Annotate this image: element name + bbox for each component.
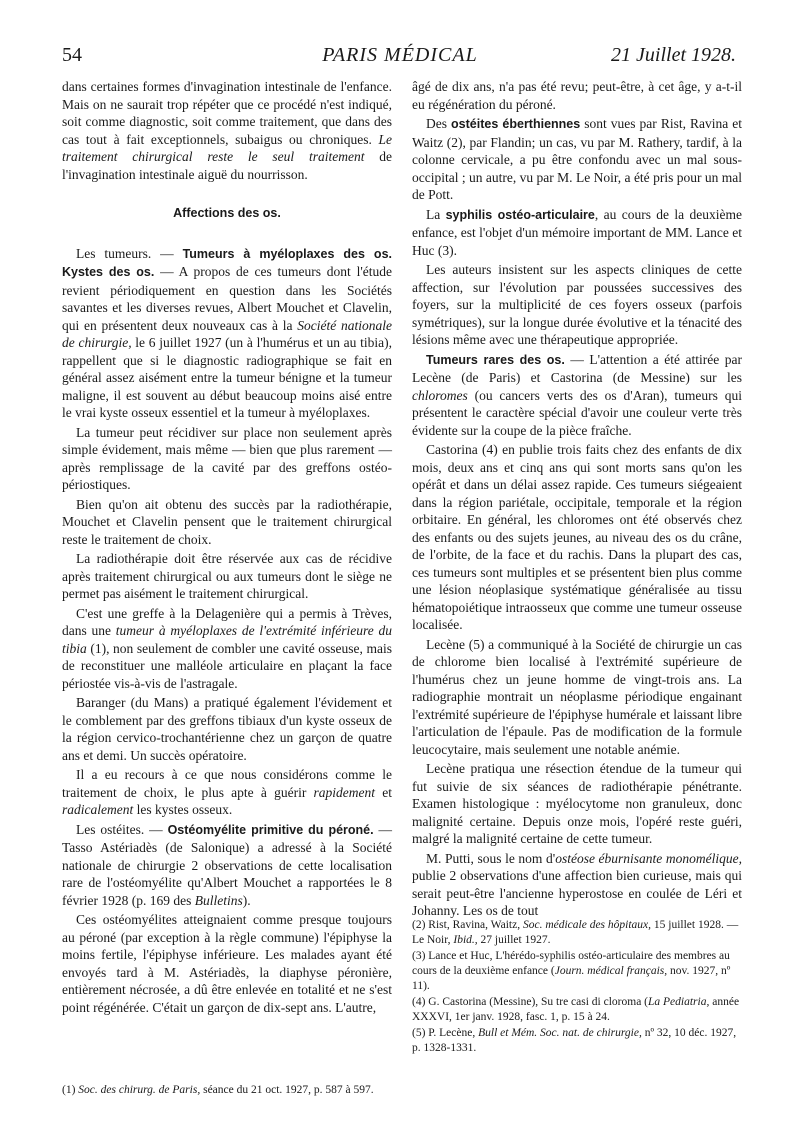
- paragraph: Des ostéites éberthiennes sont vues par Rist, Ravina et Waitz (2), par Flandin; un cas, vu par M. Rathery, tardif, à la colonne cervicale, a pu être confondu avec un mal sous-occipital ; un autre, vu par M. Le Noir, a été pris pour un mal de Pott.: [412, 116, 742, 202]
- section-heading: Affections des os.: [173, 206, 281, 220]
- footnote: (5) P. Lecène, Bull et Mém. Soc. nat. de chirurgie, nº 32, 10 déc. 1927, p. 1328-1331.: [412, 1027, 737, 1054]
- paragraph: Lecène (5) a communiqué à la Société de chirurgie un cas de chlorome bien localisé à l'extrémité supérieure de l'humérus chez un jeune homme de vingt-trois ans. La radiographie montrait un néoplasme périodique engainant l'extrémité supérieure de l'épiphyse humérale et laissant libre l'articulation de l'épaule. Pas de modification de la formule leucocytaire, mais seulement une notable anémie.: [412, 636, 742, 757]
- journal-title: PARIS MÉDICAL: [322, 44, 478, 66]
- paragraph: âgé de dix ans, n'a pas été revu; peut-être, à cet âge, y a-t-il eu régénération du péroné.: [412, 79, 742, 112]
- paragraph: dans certaines formes d'invagination intestinale de l'enfance. Mais on ne saurait trop répéter que ce procédé n'est indiqué, soit comme diagnostic, soit comme traitement, que dans des cas tout à fait exceptionnels, subaigus ou chroniques. Le traitement chirurgical reste le seul traitement de l'invagination intestinale aiguë du nourrisson.: [62, 79, 393, 182]
- paragraph: Ces ostéomyélites atteignaient comme presque toujours au péroné (par exception à la règle commune) l'épiphyse la moins fertile, l'épiphyse inférieure. Les malades ayant été envoyés tard à M. Astériadès, la diaphyse péronière, entièrement nécrosée, a dû être enlevée en totalité et ne s'est point régénérée. C'était un garçon de dix-sept ans. L'autre,: [62, 912, 392, 1015]
- paragraph: Les auteurs insistent sur les aspects cliniques de cette affection, sur l'évolution par poussées successives des foyers, sur la multiplicité de ces foyers osseux (parfois symétriques), sur la longue durée évolutive et la ténacité des lésions même avec une thérapeutique appropriée.: [412, 262, 742, 347]
- paragraph: La radiothérapie doit être réservée aux cas de récidive après traitement chirurgical ou aux tumeurs dont le siège ne permet pas aisément le traitement chirurgical.: [62, 551, 392, 601]
- footnote: (4) G. Castorina (Messine), Su tre casi di cloroma (La Pediatria, année XXXVI, 1er janv. 1928, fasc. 1, p. 15 à 24.: [412, 996, 740, 1023]
- paragraph: Baranger (du Mans) a pratiqué également l'évidement et le comblement par des greffons tibiaux d'un kyste osseux de la région cervico-trochantérienne chez un garçon de quatre ans et demi. Un succès opératoire.: [62, 695, 392, 763]
- paragraph: La tumeur peut récidiver sur place non seulement après simple évidement, mais même — bien que plus rarement — après remplissage de la cavité par des greffons ostéo-périostiques.: [62, 424, 392, 492]
- footnote: (3) Lance et Huc, L'hérédo-syphilis ostéo-articulaire des membres au cours de la deuxième enfance (Journ. médical français, nov. 1927, nº 11).: [412, 950, 731, 992]
- paragraph: Les tumeurs. — Tumeurs à myéloplaxes des os. Kystes des os. — A propos de ces tumeurs dont l'étude revient périodiquement en question dans les Sociétés savantes et les diverses revues, Albert Mouchet et Clavelin, qui en présentent deux nouveaux cas à la Société nationale de chirurgie, le 6 juillet 1927 (un à l'humérus et un au tibia), rappellent que si le diagnostic radiographique se fait en général assez aisément entre la tumeur bénigne et la tumeur maligne, il est souvent au début beaucoup moins aisé entre le vrai kyste osseux essentiel et la tumeur à myéloplaxes.: [62, 245, 392, 420]
- paragraph: M. Putti, sous le nom d'ostéose éburnisante monomélique, publie 2 observations d'une affection bien curieuse, mais qui serait peut-être l'ancienne hyperostose en coulée de Léri et Johanny. Les os de tout: [412, 850, 742, 918]
- paragraph: Il a eu recours à ce que nous considérons comme le traitement de choix, le plus apte à guérir rapidement et radicalement les kystes osseux.: [62, 767, 392, 817]
- paragraph: Lecène pratiqua une résection étendue de la tumeur qui fut suivie de six séances de radiothérapie pénétrante. Examen histologique : myélocytome non granuleux, donc malignité certaine. Depuis onze mois, l'opéré reste guéri, malgré la malignité certaine de cette tumeur.: [412, 761, 742, 846]
- footnotes-right: [412, 918, 742, 1057]
- paragraph: La syphilis ostéo-articulaire, au cours de la deuxième enfance, est l'objet d'un mémoire important de MM. Lance et Huc (3).: [412, 206, 742, 258]
- footnote: (2) Rist, Ravina, Waitz, Soc. médicale des hôpitaux, 15 juillet 1928. — Le Noir, Ibid., 27 juillet 1927.: [412, 919, 739, 946]
- paragraph: Tumeurs rares des os. — L'attention a été attirée par Lecène (de Paris) et Castorina (de Messine) sur les chloromes (ou cancers verts des os d'Aran), tumeurs qui présentent le caractère spécial d'avoir une couleur verte très évidente sur la coupe de la pièce fraîche.: [412, 351, 742, 438]
- left-column: [62, 78, 392, 1016]
- paragraph: Castorina (4) en publie trois faits chez des enfants de dix mois, deux ans et cinq ans qui sont morts sans qu'on les opérât et dans un délai assez rapide. Ces tumeurs siégeaient dans la région pariétale, occipitale, temporale et la région orbitaire. En général, les chloromes ont été observés chez des enfants ou des sujets jeunes, au niveau des os du crâne, de l'orbite, de la face et du rachis. Dans la plupart des cas, ces tumeurs sont multiples et se présentent bien plus comme une lésion néoplasique systématique généralisée au tissu hématopoiétique intraosseux que comme une tumeur osseuse localisée.: [412, 442, 742, 632]
- footnote: (1) Soc. des chirurg. de Paris, séance du 21 oct. 1927, p. 587 à 597.: [62, 1084, 374, 1096]
- footnotes-left: [62, 1083, 392, 1099]
- issue-date: 21 Juillet 1928.: [611, 44, 736, 66]
- page-number: 54: [62, 44, 82, 66]
- paragraph: Bien qu'on ait obtenu des succès par la radiothérapie, Mouchet et Clavelin pensent que le traitement chirurgical reste le traitement de choix.: [62, 496, 392, 547]
- paragraph: Les ostéites. — Ostéomyélite primitive du péroné. — Tasso Astériadès (de Salonique) a adressé à la Société nationale de chirurgie 2 observations de cette localisation rare de l'ostéomyélite qu'Albert Mouchet a rapportées le 8 février 1928 (p. 169 des Bulletins).: [62, 821, 392, 908]
- paragraph: C'est une greffe à la Delagenière qui a permis à Trèves, dans une tumeur à myéloplaxes de l'extrémité inférieure du tibia (1), non seulement de combler une cavité osseuse, mais de reconstituer une malléole articulaire en plaçant la face périostée vis-à-vis de l'astragale.: [62, 605, 392, 691]
- right-column: [412, 78, 742, 920]
